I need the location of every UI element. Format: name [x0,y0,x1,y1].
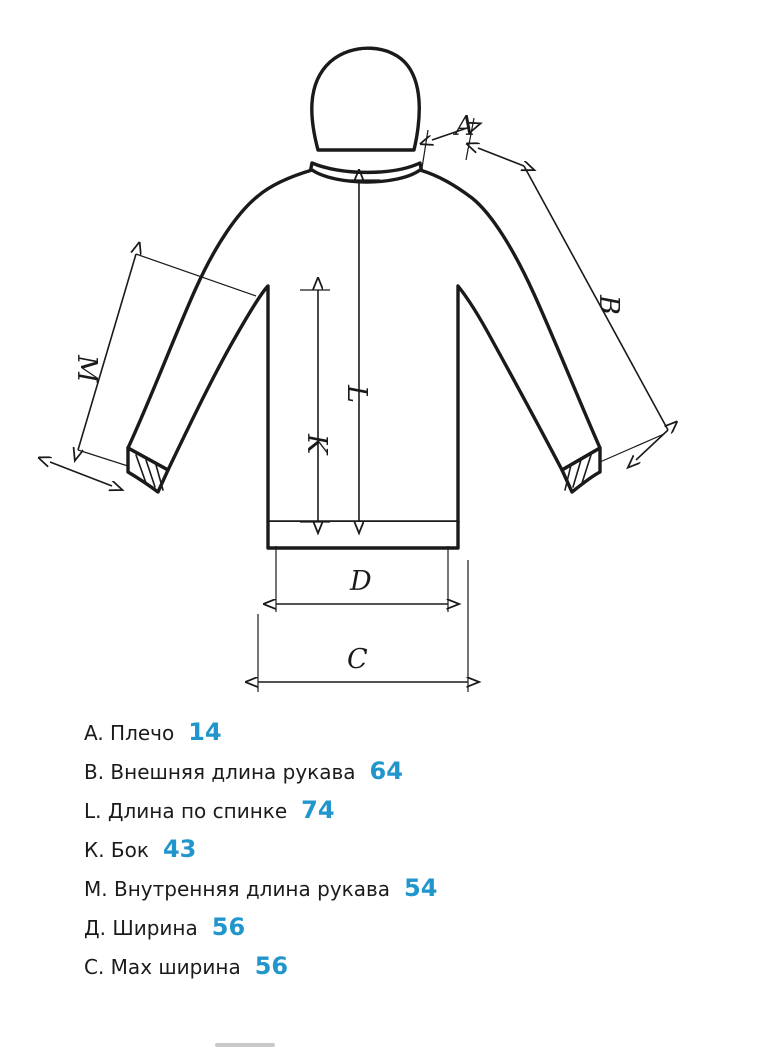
letter-M: M [71,355,102,383]
measurement-value: 43 [162,835,197,863]
list-item [84,796,765,824]
measurement-value: 74 [301,796,335,824]
measurement-label: Д. Ширина [84,916,198,940]
list-item [84,874,765,902]
measurement-label: C. Max ширина [84,955,241,979]
list-item [84,952,765,980]
measurement-value: 54 [404,874,438,902]
footer-divider [215,1043,275,1047]
measurement-label: A. Плечо [84,721,175,745]
letter-L: L [341,385,372,403]
measurement-label: К. Бок [84,838,149,862]
measurement-value: 64 [369,757,403,785]
list-item [84,718,765,746]
measurement-label: L. Длина по спинке [84,799,288,823]
list-item [84,757,765,785]
letter-K: K [301,434,332,455]
letter-C: C [347,644,368,675]
letter-D: D [350,566,372,597]
measurement-label: B. Внешняя длина рукава [84,760,356,784]
letter-A: A [455,111,475,142]
measurement-list [0,718,765,991]
letter-B: B [593,295,624,315]
garment-outline [128,48,600,548]
measurement-label: M. Внутренняя длина рукава [84,877,391,901]
measurement-value: 56 [254,952,289,980]
list-item [84,913,765,941]
measurement-value: 56 [211,913,246,941]
list-item [84,835,765,863]
measurement-value: 14 [188,718,222,746]
